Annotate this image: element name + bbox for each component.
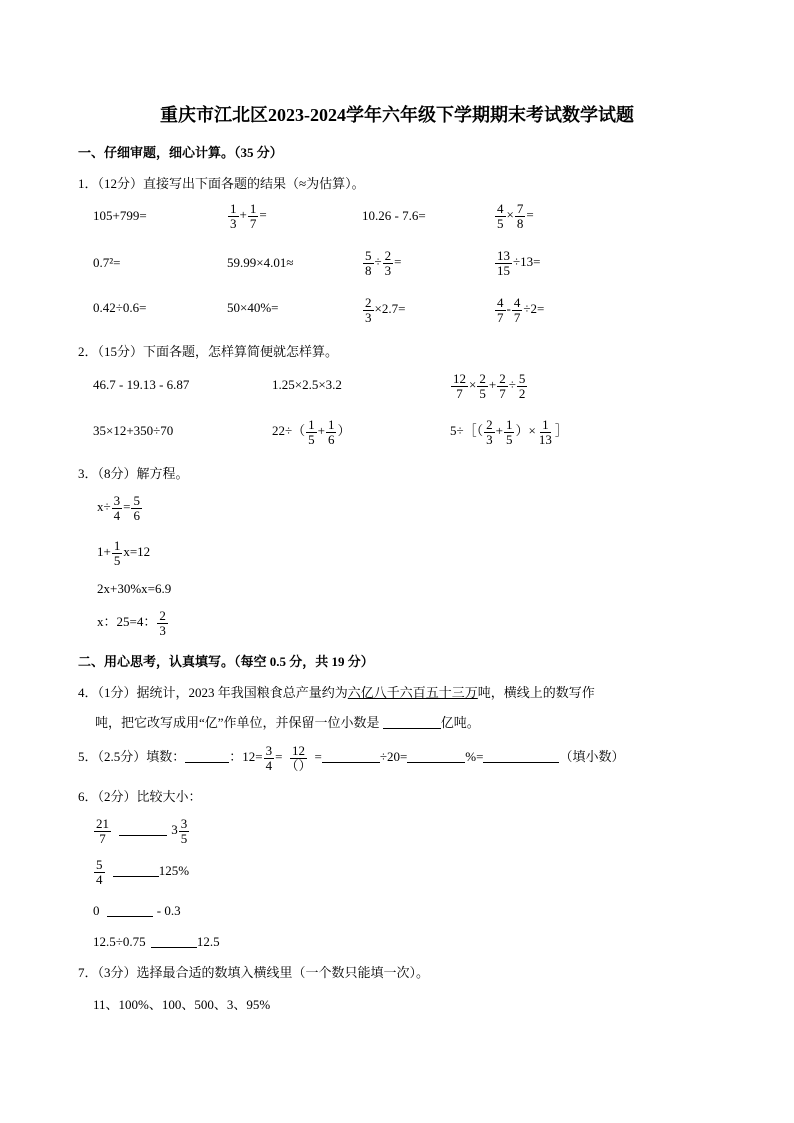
q4-line-1: 4．（1分）据统计，2023 年我国粮食总产量约为六亿八千六百五十三万吨，横线上的数写作 <box>78 685 595 700</box>
q1-heading: 1．（12分）直接写出下面各题的结果（≈为估算）。 <box>78 176 365 191</box>
q3-heading: 3．（8分）解方程。 <box>78 466 189 481</box>
q4-answer-blank[interactable] <box>383 716 441 729</box>
q5-blank-2[interactable] <box>322 750 380 763</box>
q6-row-2: $\frac{5}{4}$ 125% <box>96 857 190 887</box>
q5-line: 5．（2.5分）填数： ：12= $\frac{3}{4}$ = $\frac{12}{()}$ = ÷20= %= （填小数） <box>78 743 625 773</box>
q4-line-2: 吨，把它改写成用“亿”作单位，并保留一位小数是 亿吨。 <box>95 715 480 730</box>
q6-blank-3[interactable] <box>107 904 153 917</box>
q1-item-a1: 105+799= <box>93 208 147 223</box>
section-2-heading: 二、用心思考，认真填写。（每空 0.5 分，共 19 分） <box>78 654 374 669</box>
q3-equation-4: x：25=4： $\frac{2}{3}$ <box>97 608 166 638</box>
q1-item-c4: $\frac{4}{7}$ - $\frac{4}{7}$ ÷2= <box>497 295 545 325</box>
q6-heading: 6．（2分）比较大小： <box>78 789 202 804</box>
q2-item-a2: 1.25×2.5×3.2 <box>272 377 342 392</box>
q6-blank-4[interactable] <box>151 935 197 948</box>
q1-item-c1: 0.42÷0.6= <box>93 300 147 315</box>
q2-item-a1: 46.7 - 19.13 - 6.87 <box>93 377 190 392</box>
q2-item-a3: $\frac{12}{7}$ × $\frac{2}{5}$ + $\frac{2}{7}$ ÷ $\frac{5}{2}$ <box>453 371 526 401</box>
q1-item-a2: $\frac{1}{3}$ + $\frac{1}{7}$ = <box>230 201 267 231</box>
q6-blank-2[interactable] <box>113 864 159 877</box>
q1-item-c3: $\frac{2}{3}$ ×2.7= <box>365 295 406 325</box>
q2-item-b2: 22÷（ $\frac{1}{5}$ + $\frac{1}{6}$ ） <box>272 417 351 447</box>
q2-item-b1: 35×12+350÷70 <box>93 423 174 438</box>
q6-row-4: 12.5÷0.75 12.5 <box>93 934 220 949</box>
q5-blank-1[interactable] <box>185 750 229 763</box>
section-1-heading: 一、仔细审题，细心计算。（35 分） <box>78 145 283 160</box>
q6-row-3: 0 - 0.3 <box>93 903 181 918</box>
q3-equation-3: 2x+30%x=6.9 <box>97 581 172 596</box>
q6-row-1: $\frac{21}{7}$ 3 $\frac{3}{5}$ <box>96 816 188 846</box>
q5-blank-denominator[interactable]: （） <box>285 757 312 773</box>
page-title: 重庆市江北区2023-2024学年六年级下学期期末考试数学试题 <box>160 105 634 125</box>
q1-item-b3: $\frac{5}{8}$ ÷ $\frac{2}{3}$ = <box>365 248 402 278</box>
q2-item-b3: 5÷［（ $\frac{2}{3}$ + $\frac{1}{5}$ ）× $\frac{1}{13}$ ］ <box>450 417 568 447</box>
q7-heading: 7．（3分）选择最合适的数填入横线里（一个数只能填一次）。 <box>78 965 430 980</box>
q1-item-a3: 10.26 - 7.6= <box>362 208 426 223</box>
q1-item-c2: 50×40%= <box>227 300 279 315</box>
q1-item-b2: 59.99×4.01≈ <box>227 255 294 270</box>
q3-equation-1: x÷ $\frac{3}{4}$ = $\frac{5}{6}$ <box>97 493 140 523</box>
q4-underlined-number: 六亿八千六百五十三万 <box>347 685 478 700</box>
q1-item-a4: $\frac{4}{5}$ × $\frac{7}{8}$ = <box>497 201 534 231</box>
q1-item-b1: 0.7²= <box>93 255 121 270</box>
q3-equation-2: 1+ $\frac{1}{5}$ x=12 <box>97 538 151 568</box>
q7-number-list: 11、100%、100、500、3、95% <box>93 997 271 1012</box>
q5-blank-4[interactable] <box>483 750 559 763</box>
q5-blank-3[interactable] <box>407 750 465 763</box>
q6-blank-1[interactable] <box>119 823 167 836</box>
q2-heading: 2．（15分）下面各题，怎样算简便就怎样算。 <box>78 344 339 359</box>
q1-item-b4: $\frac{13}{15}$ ÷13= <box>497 248 541 278</box>
